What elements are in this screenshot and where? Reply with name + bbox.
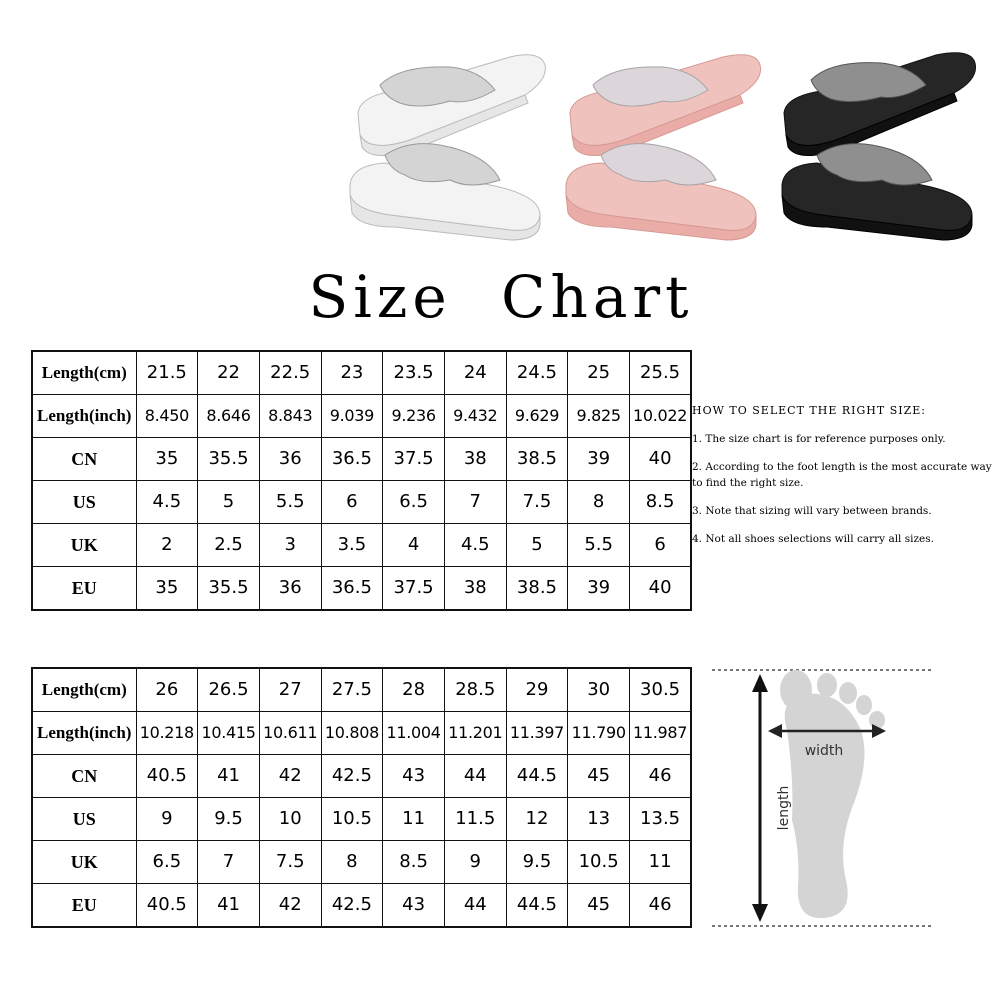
size-cell: 13.5 <box>630 798 692 841</box>
row-label: US <box>32 481 136 524</box>
size-cell: 11.201 <box>444 712 506 755</box>
size-cell: 28 <box>383 668 445 712</box>
size-cell: 45 <box>568 755 630 798</box>
size-cell: 22 <box>198 351 260 395</box>
size-cell: 23.5 <box>383 351 445 395</box>
sandal-pair-white <box>340 35 550 245</box>
size-cell: 30 <box>568 668 630 712</box>
size-cell: 37.5 <box>383 438 445 481</box>
sandal-top <box>570 55 761 156</box>
black-sandals-image <box>776 35 986 245</box>
size-cell: 4 <box>383 524 445 567</box>
size-cell: 9.432 <box>444 395 506 438</box>
size-cell: 28.5 <box>444 668 506 712</box>
size-cell: 30.5 <box>630 668 692 712</box>
size-cell: 44 <box>444 884 506 928</box>
size-cell: 9.039 <box>321 395 383 438</box>
size-cell: 46 <box>630 755 692 798</box>
size-cell: 4.5 <box>136 481 198 524</box>
sandal-bottom <box>566 144 756 240</box>
size-cell: 9.629 <box>506 395 568 438</box>
row-label: Length(inch) <box>32 395 136 438</box>
white-sandals-image <box>340 35 550 245</box>
foot-print-icon <box>780 670 885 918</box>
size-cell: 42.5 <box>321 755 383 798</box>
table-row-cn <box>32 755 691 798</box>
row-label: CN <box>32 755 136 798</box>
size-cell: 24.5 <box>506 351 568 395</box>
size-cell: 8.450 <box>136 395 198 438</box>
size-cell: 23 <box>321 351 383 395</box>
size-cell: 25 <box>568 351 630 395</box>
size-guide-item: 1. The size chart is for reference purposes only. <box>692 433 946 445</box>
size-cell: 2.5 <box>198 524 260 567</box>
size-cell: 10.808 <box>321 712 383 755</box>
size-cell: 7.5 <box>506 481 568 524</box>
size-cell: 9 <box>444 841 506 884</box>
size-cell: 27 <box>259 668 321 712</box>
size-cell: 39 <box>568 438 630 481</box>
size-guide <box>692 404 997 559</box>
size-table-1-body <box>32 351 691 610</box>
sandal-top <box>784 53 976 156</box>
size-cell: 41 <box>198 755 260 798</box>
row-label: Length(inch) <box>32 712 136 755</box>
row-label: EU <box>32 884 136 928</box>
table-row-us <box>32 798 691 841</box>
size-cell: 5.5 <box>568 524 630 567</box>
size-cell: 10.415 <box>198 712 260 755</box>
size-cell: 5 <box>198 481 260 524</box>
size-cell: 11.987 <box>630 712 692 755</box>
size-cell: 35.5 <box>198 438 260 481</box>
size-cell: 26.5 <box>198 668 260 712</box>
size-cell: 10.022 <box>630 395 692 438</box>
foot-measure-diagram <box>712 660 942 935</box>
size-cell: 9.5 <box>506 841 568 884</box>
size-cell: 11.790 <box>568 712 630 755</box>
size-cell: 10.611 <box>259 712 321 755</box>
size-cell: 3.5 <box>321 524 383 567</box>
size-cell: 29 <box>506 668 568 712</box>
size-cell: 7.5 <box>259 841 321 884</box>
page-title: Size Chart <box>308 263 694 331</box>
size-cell: 7 <box>444 481 506 524</box>
size-cell: 38 <box>444 567 506 611</box>
table-row-us <box>32 481 691 524</box>
table-row-eu <box>32 567 691 611</box>
size-guide-item: 2. According to the foot length is the most accurate way to find the right size. <box>692 461 992 489</box>
size-cell: 24 <box>444 351 506 395</box>
size-cell: 8.5 <box>383 841 445 884</box>
size-cell: 13 <box>568 798 630 841</box>
size-cell: 11.397 <box>506 712 568 755</box>
size-guide-title: HOW TO SELECT THE RIGHT SIZE: <box>692 404 926 417</box>
size-cell: 10.5 <box>321 798 383 841</box>
size-cell: 39 <box>568 567 630 611</box>
size-cell: 8.5 <box>630 481 692 524</box>
row-label: UK <box>32 524 136 567</box>
size-cell: 40.5 <box>136 884 198 928</box>
size-cell: 35 <box>136 438 198 481</box>
size-cell: 38.5 <box>506 567 568 611</box>
size-cell: 21.5 <box>136 351 198 395</box>
size-cell: 36 <box>259 438 321 481</box>
size-cell: 43 <box>383 755 445 798</box>
size-cell: 35 <box>136 567 198 611</box>
size-table-1 <box>31 350 692 611</box>
size-cell: 40 <box>630 567 692 611</box>
size-cell: 42 <box>259 755 321 798</box>
row-label: UK <box>32 841 136 884</box>
size-cell: 2 <box>136 524 198 567</box>
size-cell: 5 <box>506 524 568 567</box>
size-cell: 6.5 <box>383 481 445 524</box>
size-cell: 10.218 <box>136 712 198 755</box>
size-cell: 42 <box>259 884 321 928</box>
table-row-inch <box>32 712 691 755</box>
table-row-cm <box>32 668 691 712</box>
size-cell: 40.5 <box>136 755 198 798</box>
size-cell: 8 <box>568 481 630 524</box>
size-cell: 10.5 <box>568 841 630 884</box>
size-cell: 43 <box>383 884 445 928</box>
size-cell: 3 <box>259 524 321 567</box>
sandal-bottom <box>782 144 972 240</box>
pink-sandals-image <box>558 35 768 245</box>
size-cell: 37.5 <box>383 567 445 611</box>
size-table-2-body <box>32 668 691 927</box>
size-cell: 6 <box>630 524 692 567</box>
width-label: width <box>804 743 844 759</box>
size-cell: 10 <box>259 798 321 841</box>
table-row-inch <box>32 395 691 438</box>
row-label: CN <box>32 438 136 481</box>
row-label: Length(cm) <box>32 668 136 712</box>
size-cell: 9.236 <box>383 395 445 438</box>
row-label: Length(cm) <box>32 351 136 395</box>
size-cell: 42.5 <box>321 884 383 928</box>
size-cell: 9.825 <box>568 395 630 438</box>
size-cell: 36.5 <box>321 438 383 481</box>
sandal-pair-pink <box>558 35 768 245</box>
size-cell: 8.843 <box>259 395 321 438</box>
size-cell: 11 <box>630 841 692 884</box>
size-cell: 46 <box>630 884 692 928</box>
size-cell: 44 <box>444 755 506 798</box>
table-row-uk <box>32 524 691 567</box>
size-cell: 11 <box>383 798 445 841</box>
table-row-uk <box>32 841 691 884</box>
size-cell: 8 <box>321 841 383 884</box>
size-cell: 4.5 <box>444 524 506 567</box>
size-guide-item: 4. Not all shoes selections will carry all sizes. <box>692 533 934 545</box>
size-cell: 11.004 <box>383 712 445 755</box>
size-cell: 27.5 <box>321 668 383 712</box>
size-cell: 38 <box>444 438 506 481</box>
sandal-bottom <box>350 144 540 240</box>
size-cell: 35.5 <box>198 567 260 611</box>
size-cell: 45 <box>568 884 630 928</box>
size-cell: 9.5 <box>198 798 260 841</box>
size-cell: 6.5 <box>136 841 198 884</box>
product-images <box>330 35 990 250</box>
table-row-eu <box>32 884 691 928</box>
size-cell: 44.5 <box>506 755 568 798</box>
size-guide-item: 3. Note that sizing will vary between brands. <box>692 505 932 517</box>
size-cell: 22.5 <box>259 351 321 395</box>
size-cell: 5.5 <box>259 481 321 524</box>
size-cell: 11.5 <box>444 798 506 841</box>
size-cell: 8.646 <box>198 395 260 438</box>
row-label: US <box>32 798 136 841</box>
size-cell: 12 <box>506 798 568 841</box>
size-cell: 44.5 <box>506 884 568 928</box>
size-cell: 36 <box>259 567 321 611</box>
table-row-cn <box>32 438 691 481</box>
sandal-top <box>358 55 545 156</box>
size-cell: 38.5 <box>506 438 568 481</box>
size-cell: 25.5 <box>630 351 692 395</box>
size-cell: 26 <box>136 668 198 712</box>
size-cell: 9 <box>136 798 198 841</box>
sandal-pair-black <box>776 35 986 245</box>
size-table-2 <box>31 667 692 928</box>
size-cell: 36.5 <box>321 567 383 611</box>
size-cell: 41 <box>198 884 260 928</box>
size-cell: 6 <box>321 481 383 524</box>
table-row-cm <box>32 351 691 395</box>
length-label: length <box>776 785 792 831</box>
size-cell: 40 <box>630 438 692 481</box>
size-cell: 7 <box>198 841 260 884</box>
row-label: EU <box>32 567 136 611</box>
